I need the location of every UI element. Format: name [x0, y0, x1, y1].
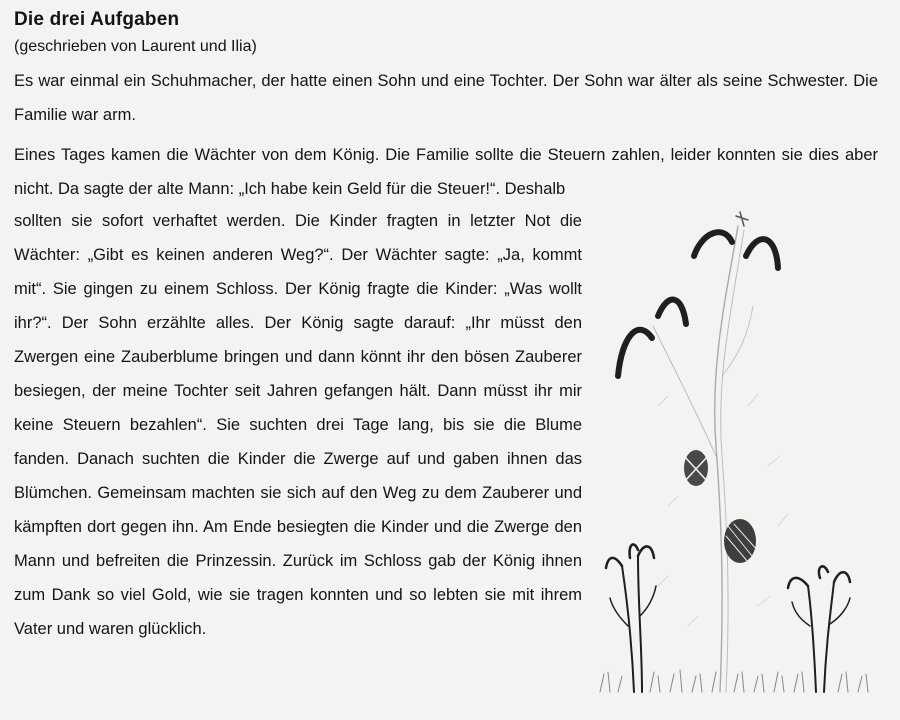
story-byline: (geschrieben von Laurent und Ilia)	[14, 38, 257, 55]
drawing-strokes	[600, 212, 868, 692]
pencil-flower-drawing-icon	[598, 206, 876, 696]
paragraph-1: Es war einmal ein Schuhmacher, der hatte einen Sohn und eine Tochter. Der Sohn war älter als seine Schwester. Die Familie war arm.	[14, 72, 878, 124]
paragraph-2: Eines Tages kamen die Wächter von dem König. Die Familie sollte die Steuern zahlen, leider konnten sie dies aber nicht. Da sagte der alte Mann: „Ich habe kein Geld für die Steuer!“. Deshalb	[14, 146, 878, 198]
story-title: Die drei Aufgaben	[14, 9, 180, 30]
paragraph-3: sollten sie sofort verhaftet werden. Die Kinder fragten in letzter Not die Wächter: „Gibt es keinen anderen Weg?“. Der Wächter sagte: „Ja, kommt mit“. Sie gingen zu einem Schloss. Der König fragte die Kinder: „Was wollt ihr?“. Der Sohn erzählte alles. Der König sagte darauf: „Ihr müsst den Zwergen eine Zauberblume bringen und dann könnt ihr den bösen Zauberer besiegen, der meine Tochter seit Jahren gefangen hält. Dann müsst ihr mir keine Steuern bezahlen“. Sie suchten drei Tage lang, bis sie die Blume fanden. Danach suchten die Kinder die Zwerge auf und gaben ihnen das Blümchen. Gemeinsam machten sie sich auf den Weg zu dem Zauberer und kämpften dort gegen ihn. Am Ende besiegten die Kinder und die Zwerge den Mann und befreiten die Prinzessin. Zurück im Schloss gab der König ihnen zum Dank so viel Gold, wie sie tragen konnten und so lebten sie mit ihrem Vater und waren glücklich.	[14, 212, 582, 638]
